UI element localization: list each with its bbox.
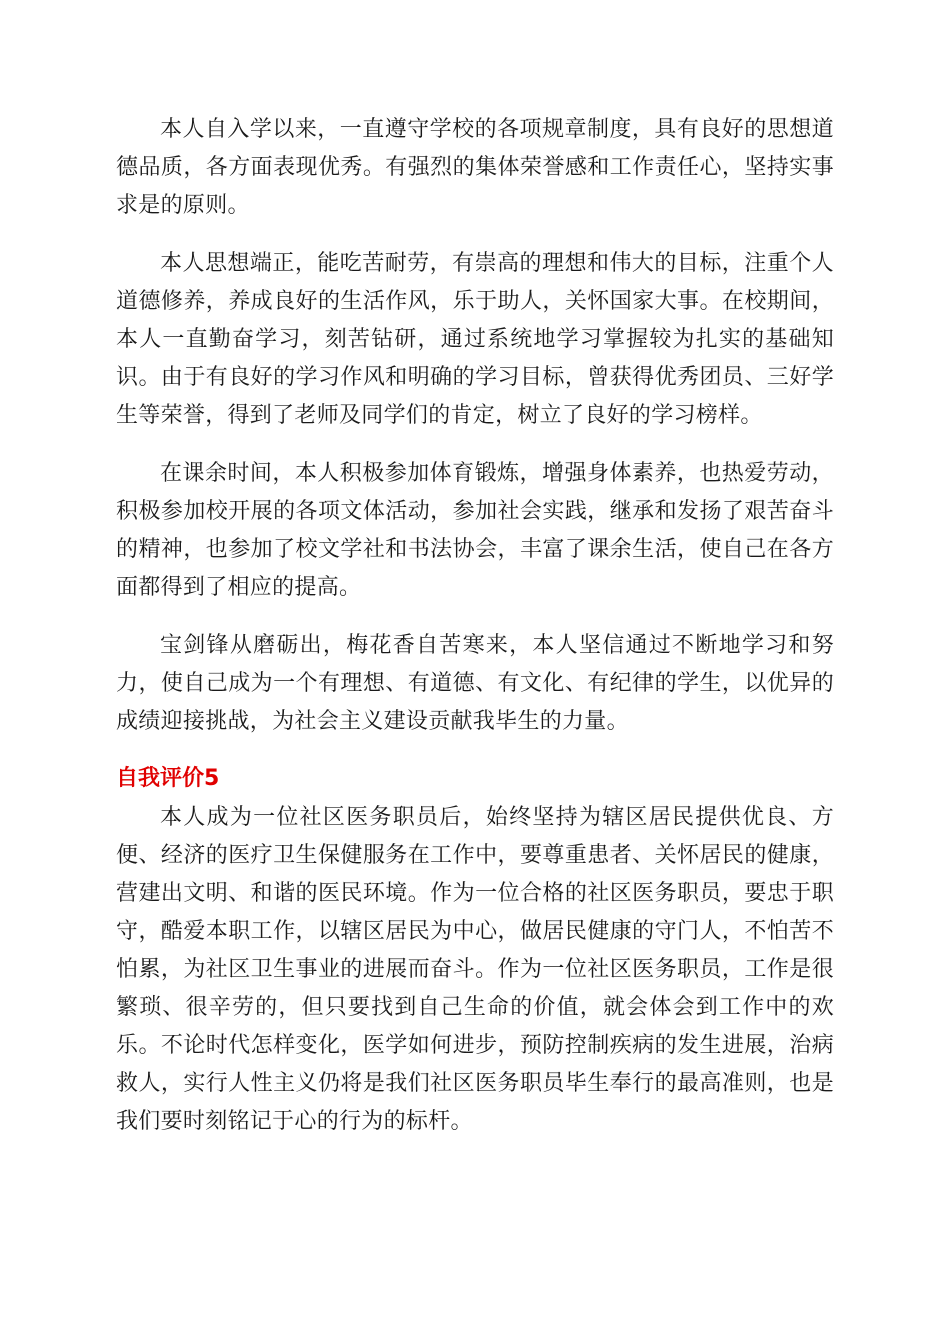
section-self-evaluation-5 [116, 761, 834, 1141]
paragraph-1: 本人自入学以来，一直遵守学校的各项规章制度，具有良好的思想道德品质，各方面表现优秀。有强烈的集体荣誉感和工作责任心，坚持实事求是的原则。 [116, 117, 834, 218]
section-heading: 自我评价5 [116, 766, 220, 791]
section-paragraph: 本人成为一位社区医务职员后，始终坚持为辖区居民提供优良、方便、经济的医疗卫生保健服务在工作中，要尊重患者、关怀居民的健康，营建出文明、和谐的医民环境。作为一位合格的社区医务职员，要忠于职守，酷爱本职工作，以辖区居民为中心，做居民健康的守门人，不怕苦不怕累，为社区卫生事业的进展而奋斗。作为一位社区医务职员，工作是很繁琐、很辛劳的，但只要找到自己生命的价值，就会体会到工作中的欢乐。不论时代怎样变化，医学如何进步，预防控制疾病的发生进展，治病救人，实行人性主义仍将是我们社区医务职员毕生奉行的最高准则，也是我们要时刻铭记于心的行为的标杆。 [116, 805, 834, 1134]
paragraph-4: 宝剑锋从磨砺出，梅花香自苦寒来，本人坚信通过不断地学习和努力，使自己成为一个有理想、有道德、有文化、有纪律的学生，以优异的成绩迎接挑战，为社会主义建设贡献我毕生的力量。 [116, 633, 834, 734]
document-body [116, 111, 834, 1141]
paragraph-3: 在课余时间，本人积极参加体育锻炼，增强身体素养，也热爱劳动，积极参加校开展的各项文体活动，参加社会实践，继承和发扬了艰苦奋斗的精神，也参加了校文学社和书法协会，丰富了课余生活，使自己在各方面都得到了相应的提高。 [116, 461, 834, 600]
paragraph-2: 本人思想端正，能吃苦耐劳，有崇高的理想和伟大的目标，注重个人道德修养，养成良好的生活作风，乐于助人，关怀国家大事。在校期间，本人一直勤奋学习，刻苦钻研，通过系统地学习掌握较为扎实的基础知识。由于有良好的学习作风和明确的学习目标，曾获得优秀团员、三好学生等荣誉，得到了老师及同学们的肯定，树立了良好的学习榜样。 [116, 251, 834, 428]
